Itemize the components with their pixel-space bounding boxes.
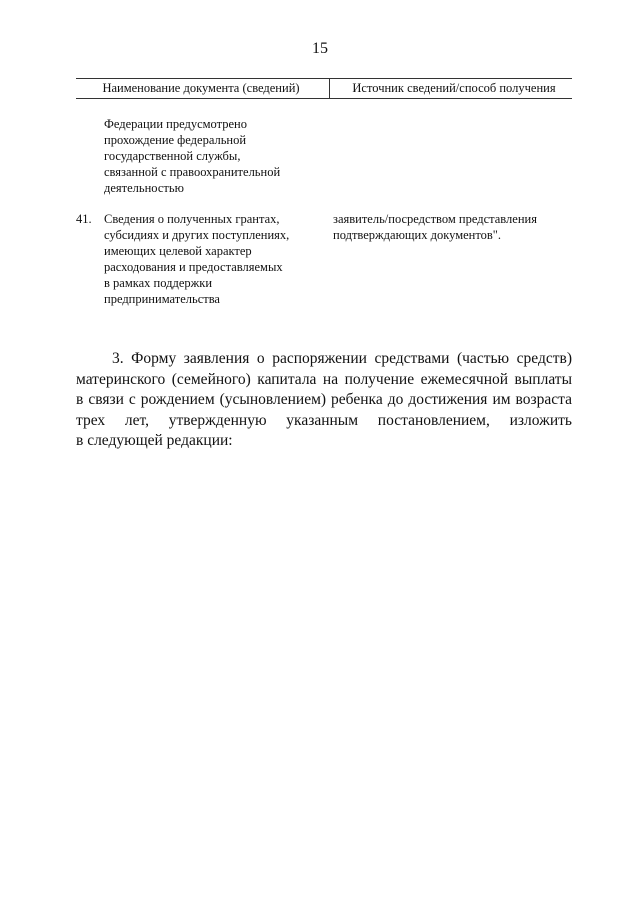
body-paragraph xyxy=(76,349,572,452)
header-divider xyxy=(329,79,330,98)
page-number: 15 xyxy=(312,40,328,57)
row-source-cell: заявитель/посредством представления подтверждающих документов". xyxy=(333,212,537,242)
header-document-name: Наименование документа (сведений) xyxy=(102,81,300,95)
paragraph-line: в следующей редакции: xyxy=(76,432,233,449)
paragraph-line: в связи с рождением (усыновлением) ребенка до достижения им возраста xyxy=(76,391,572,408)
paragraph-line: 3. Форму заявления о распоряжении средствами (частью средств) xyxy=(112,350,572,367)
paragraph-line: материнского (семейного) капитала на получение ежемесячной выплаты xyxy=(76,370,572,388)
row-document-cell: Сведения о полученных грантах, субсидиях и других поступлениях, имеющих целевой характер расходования и предоставляемых в рамках поддержки предпринимательства xyxy=(104,212,290,306)
table-header xyxy=(76,78,572,99)
row-number: 41. xyxy=(76,212,92,226)
header-source: Источник сведений/способ получения xyxy=(352,81,556,95)
continued-document-cell: Федерации предусмотрено прохождение федеральной государственной службы, связанной с правоохранительной деятельностью xyxy=(104,117,281,195)
paragraph-line: трех лет, утвержденную указанным постановлением, изложить xyxy=(76,411,572,429)
